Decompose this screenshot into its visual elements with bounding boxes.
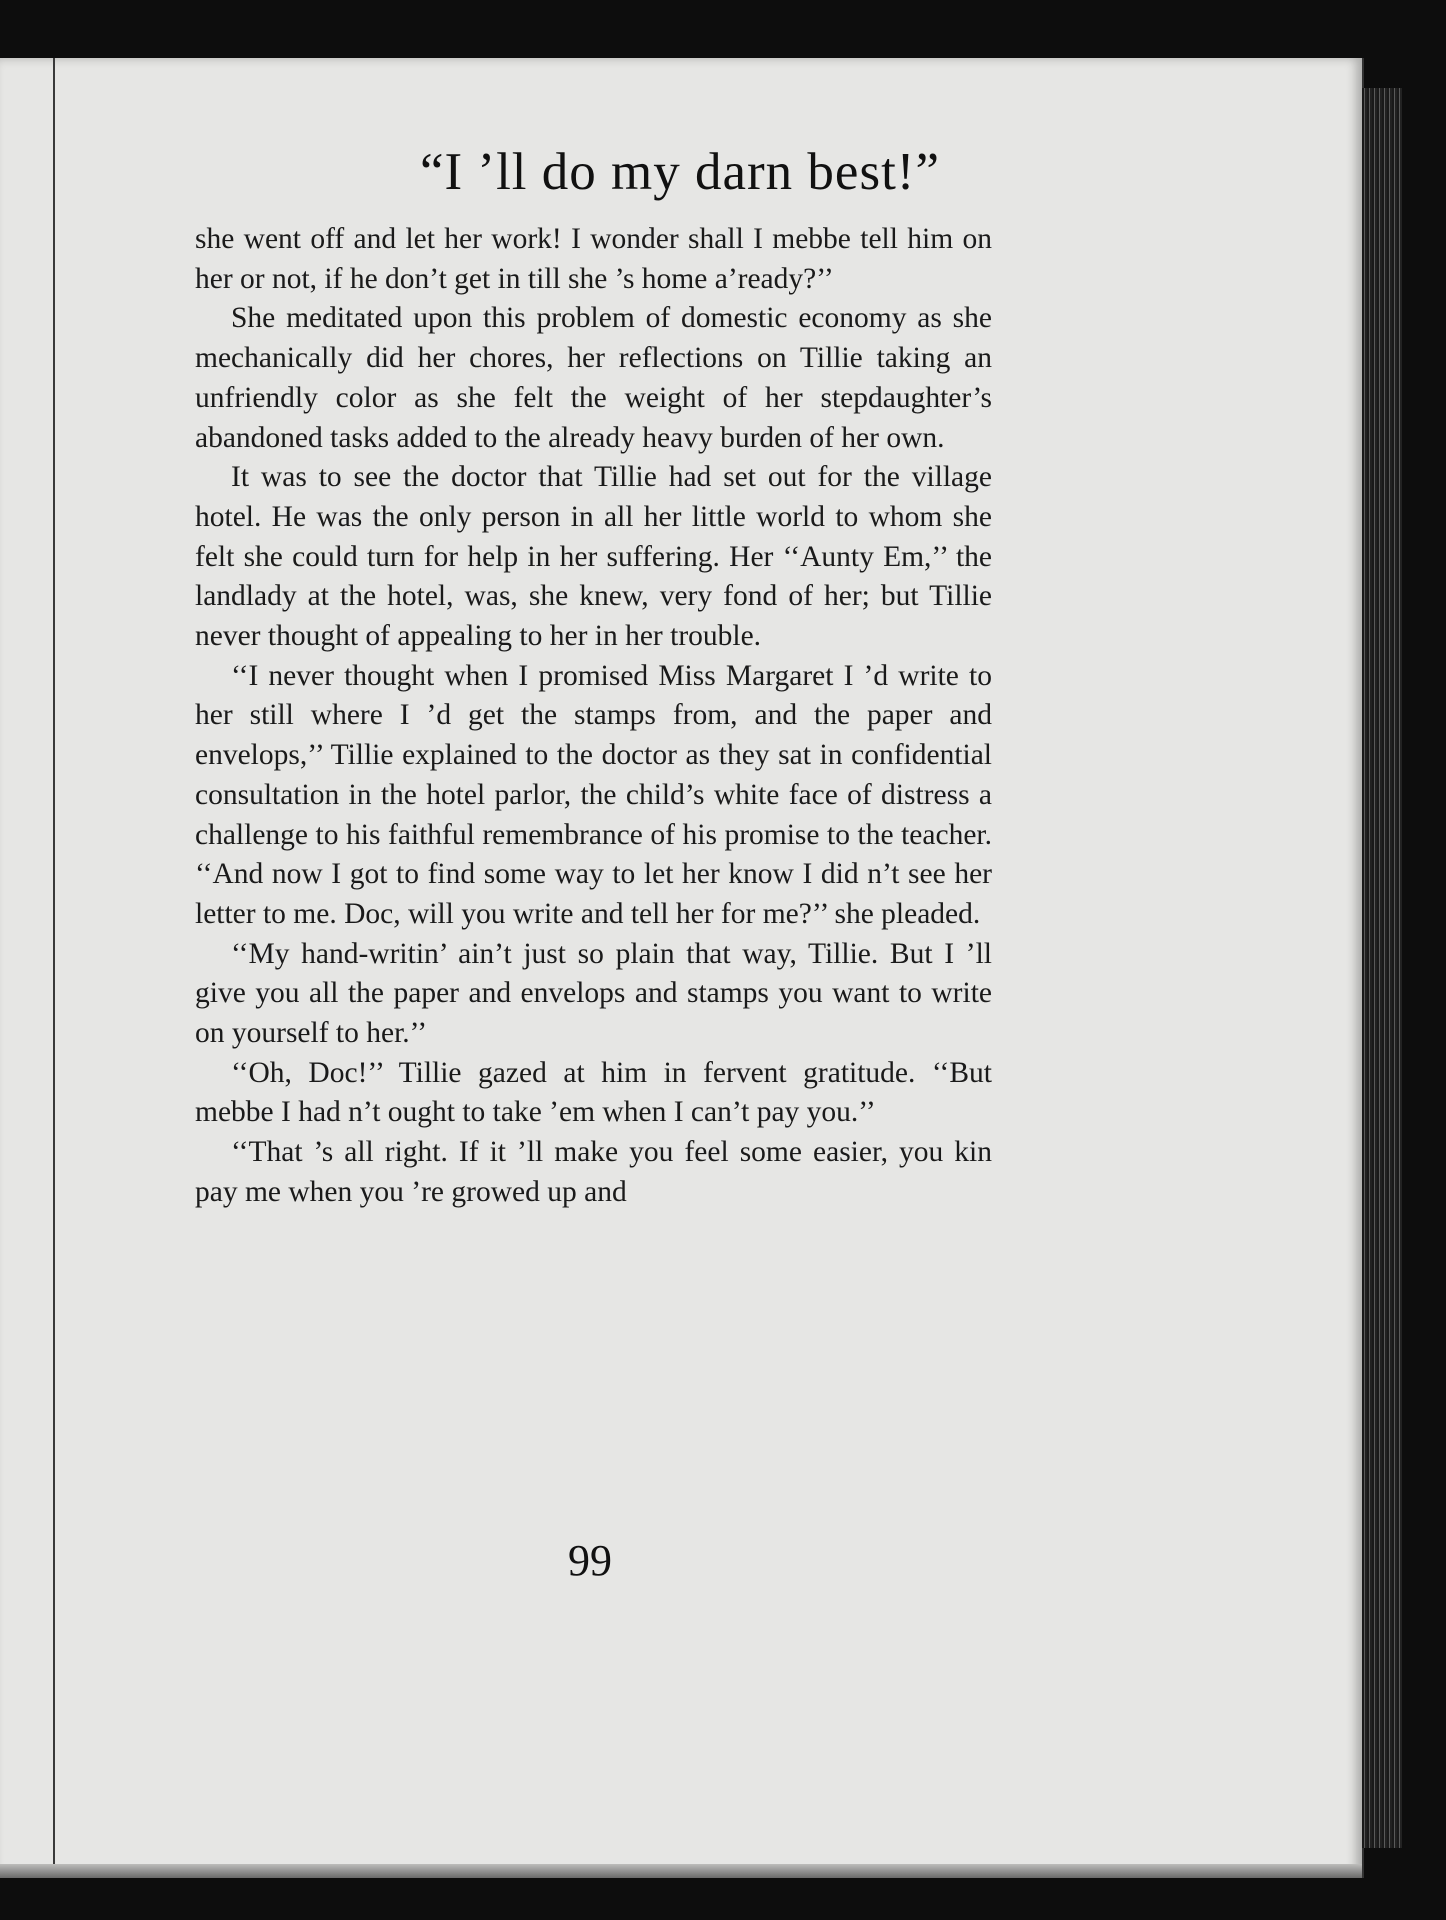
paragraph: ‘‘I never thought when I promised Miss Margaret I ’d write to her still where I ’d get the stamps from, and the paper and envelops,’’ Tillie explained to the doctor as they sat in confidential consultation in the hotel parlor, the child’s white face of distress a challenge to his faithful remembrance of his promise to the teacher. ‘‘And now I got to find some way to let her know I did n’t see her letter to me. Doc, will you write and tell her for me?’’ she pleaded. — [195, 659, 992, 930]
running-head: “I ’ll do my darn best!” — [420, 143, 940, 201]
paragraph: ‘‘Oh, Doc!’’ Tillie gazed at him in fervent gratitude. ‘‘But mebbe I had n’t ought to take ’em when I can’t pay you.’’ — [195, 1056, 992, 1129]
paragraph: She meditated upon this problem of domestic economy as she mechanically did her chores, her reflections on Tillie taking an unfriendly color as she felt the weight of her stepdaughter’s abandoned tasks added to the already heavy burden of her own. — [195, 302, 992, 454]
paragraph: It was to see the doctor that Tillie had set out for the village hotel. He was the only person in all her little world to whom she felt she could turn for help in her suffering. Her ‘‘Aunty Em,’’ the landlady at the hotel, was, she knew, very fond of her; but Tillie never thought of appealing to her in her trouble. — [195, 461, 992, 653]
page-number: 99 — [568, 1536, 612, 1585]
body-text — [195, 220, 992, 1213]
gutter-line — [53, 58, 55, 1878]
bottom-strip — [0, 1864, 1362, 1878]
paragraph: she went off and let her work! I wonder shall I mebbe tell him on her or not, if he don’t get in till she ’s home a’ready?’’ — [195, 223, 992, 295]
paragraph: ‘‘That ’s all right. If it ’ll make you feel some easier, you kin pay me when you ’re growed up and — [195, 1136, 992, 1208]
page-edge — [1362, 88, 1402, 1848]
paragraph: ‘‘My hand-writin’ ain’t just so plain that way, Tillie. But I ’ll give you all the paper and envelops and stamps you want to write on yourself to her.’’ — [195, 937, 992, 1050]
